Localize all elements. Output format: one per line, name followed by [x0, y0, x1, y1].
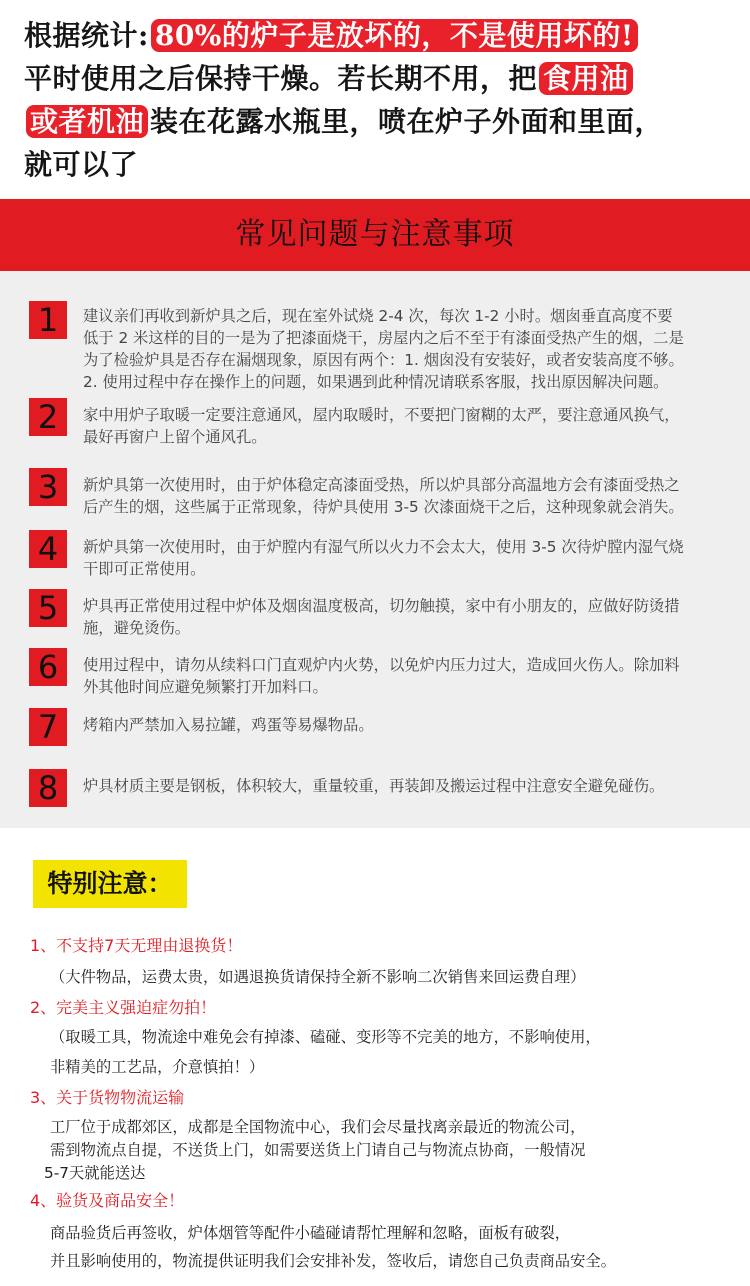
special-notice-title: 特别注意：: [47, 869, 173, 898]
faq-number-badge: 1: [29, 301, 67, 339]
notice-line: 非精美的工艺品，介意慎拍！）: [50, 1058, 265, 1076]
faq-text: [83, 536, 739, 580]
faq-number-badge: 4: [29, 530, 67, 568]
faq-line: 为了检验炉具是否存在漏烟现象，原因有两个：1. 烟囱没有安装好，或者安装高度不够。: [83, 351, 684, 369]
faq-line: 低于 2 米这样的目的一是为了把漆面烧干，房屋内之后不至于有漆面受热产生的烟，二是: [83, 329, 684, 347]
special-notice-badge: [33, 860, 187, 908]
faq-text: [83, 474, 739, 518]
faq-number-badge: 8: [29, 769, 67, 807]
faq-banner: [0, 199, 750, 271]
faq-text: [83, 305, 739, 393]
faq-line: 炉具材质主要是钢板，体积较大，重量较重，再装卸及搬运过程中注意安全避免碰伤。: [83, 777, 665, 795]
notice-line: 商品验货后再签收，炉体烟管等配件小磕碰请帮忙理解和忽略，面板有破裂，: [50, 1224, 571, 1242]
faq-line: 新炉具第一次使用时，由于炉膛内有湿气所以火力不会太大，使用 3-5 次待炉膛内湿气烧: [83, 538, 684, 556]
notice-heading-4: 4、验货及商品安全！: [30, 1191, 185, 1210]
faq-line: 使用过程中，请勿从续料口门直观炉内火势，以免炉内压力过大，造成回火伤人。除加料: [83, 656, 680, 674]
faq-text: [83, 595, 739, 639]
intro-highlight-engine-oil: 或者机油: [26, 105, 148, 138]
faq-line: 烤箱内严禁加入易拉罐，鸡蛋等易爆物品。: [83, 716, 374, 734]
notice-line: 工厂位于成都郊区，成都是全国物流中心，我们会尽量找离亲最近的物流公司，: [50, 1118, 586, 1136]
faq-line: 后产生的烟，这些属于正常现象，待炉具使用 3-5 次漆面烧干之后，这种现象就会消失。: [83, 498, 684, 516]
notice-line: （大件物品，运费太贵，如遇退换货请保持全新不影响二次销售来回运费自理）: [50, 968, 586, 986]
intro-line-3-suffix: 装在花露水瓶里，喷在炉子外面和里面，: [150, 105, 664, 138]
faq-banner-title: 常见问题与注意事项: [235, 217, 515, 252]
faq-line: 外其他时间应避免频繁打开加料口。: [83, 678, 328, 696]
faq-text: [83, 775, 739, 797]
faq-number-badge: 6: [29, 648, 67, 686]
intro-highlight-cooking-oil: 食用油: [539, 62, 633, 95]
notice-heading-3: 3、关于货物物流运输: [30, 1088, 185, 1107]
notice-body-1: [50, 965, 740, 989]
faq-line: 建议亲们再收到新炉具之后，现在室外试烧 2-4 次，每次 1-2 小时。烟囱垂直高度不要: [83, 307, 673, 325]
notice-heading-1: 1、不支持7天无理由退换货！: [30, 936, 243, 955]
faq-number-badge: 2: [29, 398, 67, 436]
faq-panel: [0, 271, 750, 828]
intro-line-1: [24, 14, 736, 57]
faq-line: 2. 使用过程中存在操作上的问题，如果遇到此种情况请联系客服，找出原因解决问题。: [83, 373, 669, 391]
faq-line: 干即可正常使用。: [83, 560, 206, 578]
notice-line: 需到物流点自提，不送货上门，如需要送货上门请自己与物流点协商，一般情况: [50, 1141, 586, 1159]
intro-line-3: [24, 100, 736, 143]
notice-heading-2: 2、完美主义强迫症勿拍！: [30, 998, 217, 1017]
intro-line-2-prefix: 平时使用之后保持干燥。若长期不用，把: [24, 62, 538, 95]
notice-body-2: [50, 1025, 740, 1079]
faq-line: 施，避免烫伤。: [83, 619, 191, 637]
faq-text: [83, 404, 739, 448]
faq-text: [83, 654, 739, 698]
faq-line: 炉具再正常使用过程中炉体及烟囱温度极高，切勿触摸，家中有小朋友的，应做好防烫措: [83, 597, 680, 615]
faq-number-badge: 3: [29, 468, 67, 506]
intro-highlight-statistic: 80%的炉子是放坏的，不是使用坏的!: [151, 19, 638, 52]
notice-line: 5-7天就能送达: [44, 1164, 146, 1182]
notice-body-3: [44, 1116, 740, 1185]
intro-paragraph: [24, 14, 736, 186]
faq-line: 最好再窗户上留个通风孔。: [83, 428, 267, 446]
faq-text: [83, 714, 739, 736]
faq-line: 家中用炉子取暖一定要注意通风，屋内取暖时，不要把门窗糊的太严，要注意通风换气，: [83, 406, 680, 424]
faq-number-badge: 5: [29, 589, 67, 627]
notice-line: （取暖工具，物流途中难免会有掉漆、磕碰、变形等不完美的地方，不影响使用，: [50, 1028, 601, 1046]
faq-line: 新炉具第一次使用时，由于炉体稳定高漆面受热，所以炉具部分高温地方会有漆面受热之: [83, 476, 680, 494]
intro-line-1-prefix: 根据统计:: [24, 19, 149, 52]
notice-line: 并且影响使用的，物流提供证明我们会安排补发，签收后，请您自己负责商品安全。: [50, 1252, 616, 1270]
faq-number-badge: 7: [29, 708, 67, 746]
notice-body-4: [50, 1219, 740, 1275]
intro-line-4: 就可以了: [24, 148, 139, 181]
intro-line-2: [24, 57, 736, 100]
